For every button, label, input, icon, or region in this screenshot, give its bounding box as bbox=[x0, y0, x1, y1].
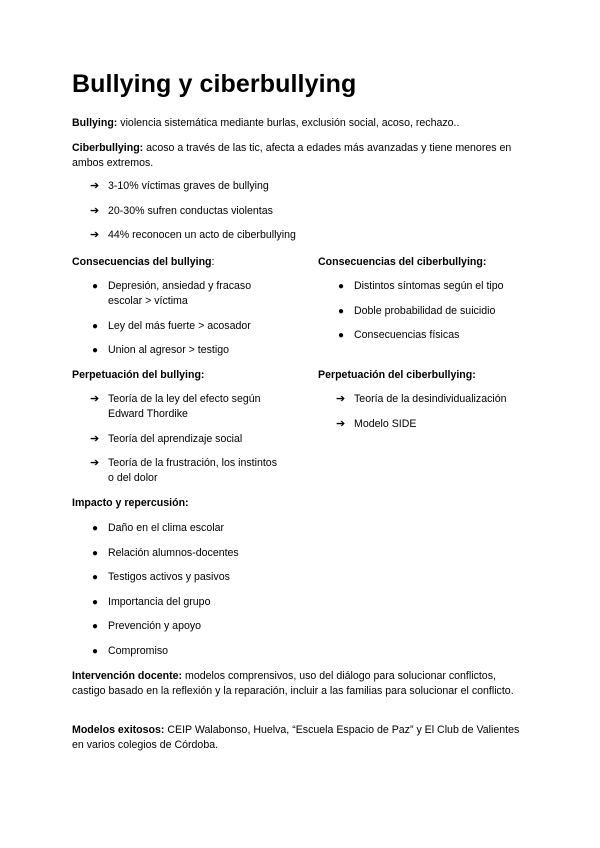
arrow-icon: ➔ bbox=[90, 204, 100, 217]
ciberbullying-text: acoso a través de las tic, afecta a edades más avanzadas y tiene menores en ambos extremos. bbox=[72, 142, 512, 169]
arrow-icon: ➔ bbox=[90, 432, 100, 445]
bullet-icon: ● bbox=[92, 547, 99, 559]
consecuencias-ciber-heading: Consecuencias del ciberbullying: bbox=[318, 256, 487, 268]
intervencion-paragraph bbox=[72, 669, 532, 699]
list-item: ● Testigos activos y pasivos bbox=[92, 571, 230, 584]
list-item: ● Prevención y apoyo bbox=[92, 620, 202, 633]
list-item: ➔ Teoría de la frustración, los instintos o del dolor bbox=[90, 457, 277, 485]
ciberbullying-label: Ciberbullying: bbox=[72, 142, 144, 154]
list-item: ● Compromiso bbox=[92, 644, 169, 657]
arrow-icon: ➔ bbox=[336, 393, 346, 405]
stats-list bbox=[90, 179, 390, 253]
arrow-icon: ➔ bbox=[90, 229, 100, 242]
bullet-icon: ● bbox=[92, 596, 99, 608]
perpetuacion-ciber-list bbox=[336, 392, 556, 441]
bullying-label: Bullying: bbox=[72, 117, 118, 129]
perpetuacion-bullying-list bbox=[90, 392, 280, 496]
page-title: Bullying y ciberbullying bbox=[72, 70, 357, 98]
consecuencias-ciber-list bbox=[336, 279, 556, 353]
bullying-definition bbox=[72, 116, 532, 131]
list-item: ● Union al agresor > testigo bbox=[92, 344, 230, 357]
bullet-icon: ● bbox=[92, 621, 99, 633]
impacto-heading: Impacto y repercusión: bbox=[72, 497, 189, 509]
list-item: ➔ 44% reconocen un acto de ciberbullying bbox=[90, 229, 296, 242]
list-item: ● Importancia del grupo bbox=[92, 595, 211, 608]
bullet-icon: ● bbox=[338, 305, 345, 317]
list-item: ➔ 20-30% sufren conductas violentas bbox=[90, 204, 273, 217]
list-item: ➔ Teoría de la ley del efecto según Edward Thordike bbox=[90, 393, 261, 420]
bullet-icon: ● bbox=[338, 281, 345, 292]
modelos-label: Modelos exitosos: bbox=[72, 724, 165, 736]
intervencion-text: modelos comprensivos, uso del diálogo para solucionar conflictos, castigo basado en la reflexión y la reparación, incluir a las familias para solucionar el conflicto. bbox=[72, 670, 514, 697]
list-item: ● Relación alumnos-docentes bbox=[92, 546, 239, 559]
arrow-icon: ➔ bbox=[90, 180, 100, 192]
list-item: ● Distintos síntomas según el tipo bbox=[338, 280, 504, 292]
list-item: ● Consecuencias físicas bbox=[338, 329, 460, 342]
bullying-text: violencia sistemática mediante burlas, exclusión social, acoso, rechazo.. bbox=[117, 117, 460, 129]
perpetuacion-ciber-heading: Perpetuación del ciberbullying: bbox=[318, 369, 476, 381]
list-item: ● Depresión, ansiedad y fracaso escolar > víctima bbox=[92, 280, 252, 307]
bullet-icon: ● bbox=[92, 345, 99, 357]
perpetuacion-bullying-heading: Perpetuación del bullying: bbox=[72, 369, 205, 381]
bullet-icon: ● bbox=[92, 523, 99, 534]
bullet-icon: ● bbox=[92, 281, 99, 292]
bullet-icon: ● bbox=[92, 645, 99, 657]
consecuencias-bullying-list bbox=[90, 279, 280, 368]
arrow-icon: ➔ bbox=[90, 457, 100, 470]
list-item: ➔ Teoría del aprendizaje social bbox=[90, 432, 243, 445]
list-item: ● Daño en el clima escolar bbox=[92, 522, 224, 534]
list-item: ● Ley del más fuerte > acosador bbox=[92, 319, 251, 332]
consecuencias-bullying-heading: Consecuencias del bullying: bbox=[72, 256, 215, 268]
list-item: ➔ 3-10% víctimas graves de bullying bbox=[90, 180, 269, 192]
ciberbullying-definition bbox=[72, 141, 532, 171]
list-item: ➔ Modelo SIDE bbox=[336, 417, 417, 430]
modelos-text: CEIP Walabonso, Huelva, “Escuela Espacio de Paz” y El Club de Valientes en varios colegios de Córdoba. bbox=[72, 724, 520, 751]
arrow-icon: ➔ bbox=[336, 417, 346, 430]
list-item: ➔ Teoría de la desindividualización bbox=[336, 393, 507, 405]
intervencion-label: Intervención docente: bbox=[72, 670, 183, 682]
bullet-icon: ● bbox=[338, 330, 345, 342]
impacto-list bbox=[90, 521, 390, 669]
bullet-icon: ● bbox=[92, 572, 99, 584]
bullet-icon: ● bbox=[92, 320, 99, 332]
arrow-icon: ➔ bbox=[90, 393, 100, 405]
modelos-paragraph bbox=[72, 723, 532, 753]
list-item: ● Doble probabilidad de suicidio bbox=[338, 304, 496, 317]
